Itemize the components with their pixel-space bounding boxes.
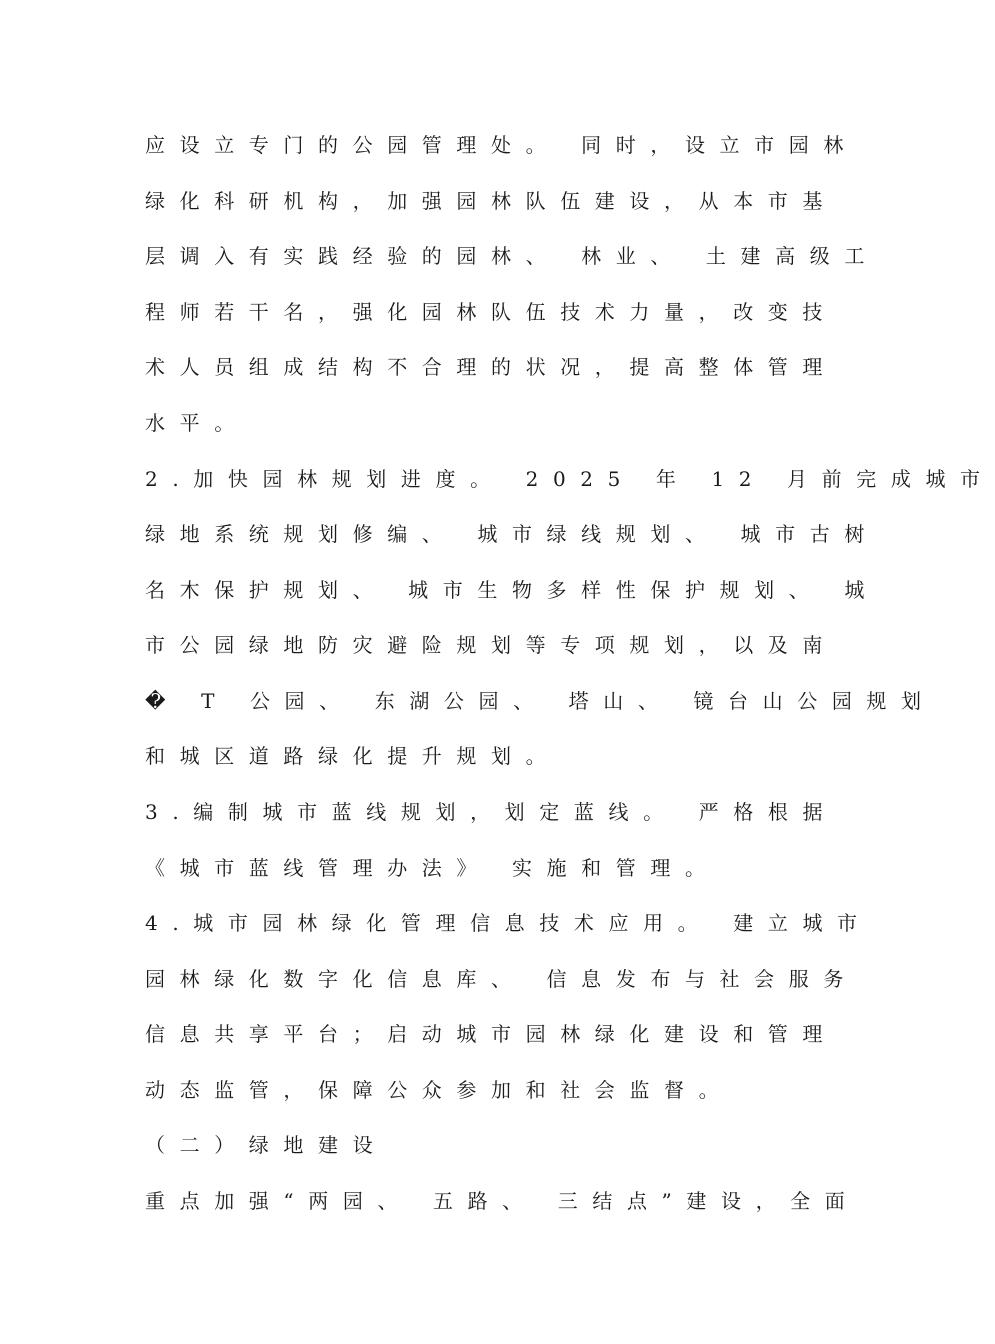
text-line: 信息共享平台；启动城市园林绿化建设和管理	[145, 1022, 837, 1046]
text-line: 2.加快园林规划进度。 2025 年 12 月前完成城市	[145, 467, 995, 491]
text-line: 动态监管，保障公众参加和社会监督。	[145, 1078, 734, 1102]
text-line: 绿化科研机构，加强园林队伍建设，从本市基	[145, 189, 837, 213]
text-line: 《城市蓝线管理办法》 实施和管理。	[145, 856, 720, 880]
text-line: 市公园绿地防灾避险规划等专项规划，以及南	[145, 633, 837, 657]
text-line: 层调入有实践经验的园林、 林业、 土建高级工	[145, 244, 879, 268]
text-line: 绿地系统规划修编、 城市绿线规划、 城市古树	[145, 522, 879, 546]
text-line: 4.城市园林绿化管理信息技术应用。 建立城市	[145, 911, 872, 935]
text-line: 和城区道路绿化提升规划。	[145, 744, 561, 768]
section-heading: （二）绿地建设	[145, 1133, 388, 1157]
text-line: 3.编制城市蓝线规划，划定蓝线。 严格根据	[145, 800, 838, 824]
text-line: 水平。	[145, 411, 249, 435]
text-line: 应设立专门的公园管理处。 同时，设立市园林	[145, 133, 858, 157]
text-line: 园林绿化数字化信息库、 信息发布与社会服务	[145, 967, 858, 991]
text-line: 程师若干名，强化园林队伍技术力量，改变技	[145, 300, 837, 324]
text-line: 重点加强“两园、 五路、 三结点”建设，全面	[145, 1189, 860, 1213]
text-line: 名木保护规划、 城市生物多样性保护规划、 城	[145, 578, 879, 602]
text-line: 术人员组成结构不合理的状况，提高整体管理	[145, 355, 837, 379]
text-line: � T 公园、 东湖公园、 塔山、 镜台山公园规划	[145, 689, 936, 713]
